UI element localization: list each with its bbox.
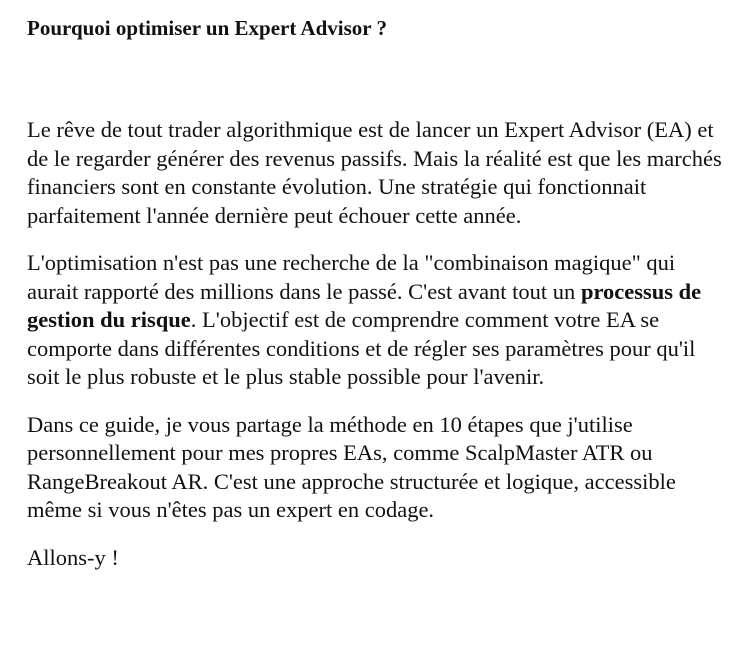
paragraph-optimisation-end: . L'objectif est de comprendre comment votre EA se comporte dans différentes conditions et de régler ses paramètres pour qu'il soit le plus robuste et le plus stable possible pour l'avenir. xyxy=(27,307,696,389)
article-title: Pourquoi optimiser un Expert Advisor ? xyxy=(27,16,387,40)
paragraph-optimisation-start: L'optimisation n'est pas une recherche de la "combinaison magique" qui aurait rapporté des millions dans le passé. C'est avant tout un xyxy=(27,250,676,304)
paragraph-guide: Dans ce guide, je vous partage la méthode en 10 étapes que j'utilise personnellement pour mes propres EAs, comme ScalpMaster ATR ou RangeBreakout AR. C'est une approche structurée et logique, accessible même si vous n'êtes pas un expert en codage. xyxy=(27,411,676,522)
paragraph-optimisation xyxy=(27,249,727,392)
risk-management-emphasis: processus de gestion du risque xyxy=(27,278,702,332)
article xyxy=(27,14,727,591)
article-body xyxy=(27,116,727,572)
paragraph-closing: Allons-y ! xyxy=(27,544,119,570)
paragraph-intro: Le rêve de tout trader algorithmique est de lancer un Expert Advisor (EA) et de le regarder générer des revenus passifs. Mais la réalité est que les marchés financiers sont en constante évolution. Une stratégie qui fonctionnait parfaitement l'année dernière peut échouer cette année. xyxy=(27,117,722,228)
